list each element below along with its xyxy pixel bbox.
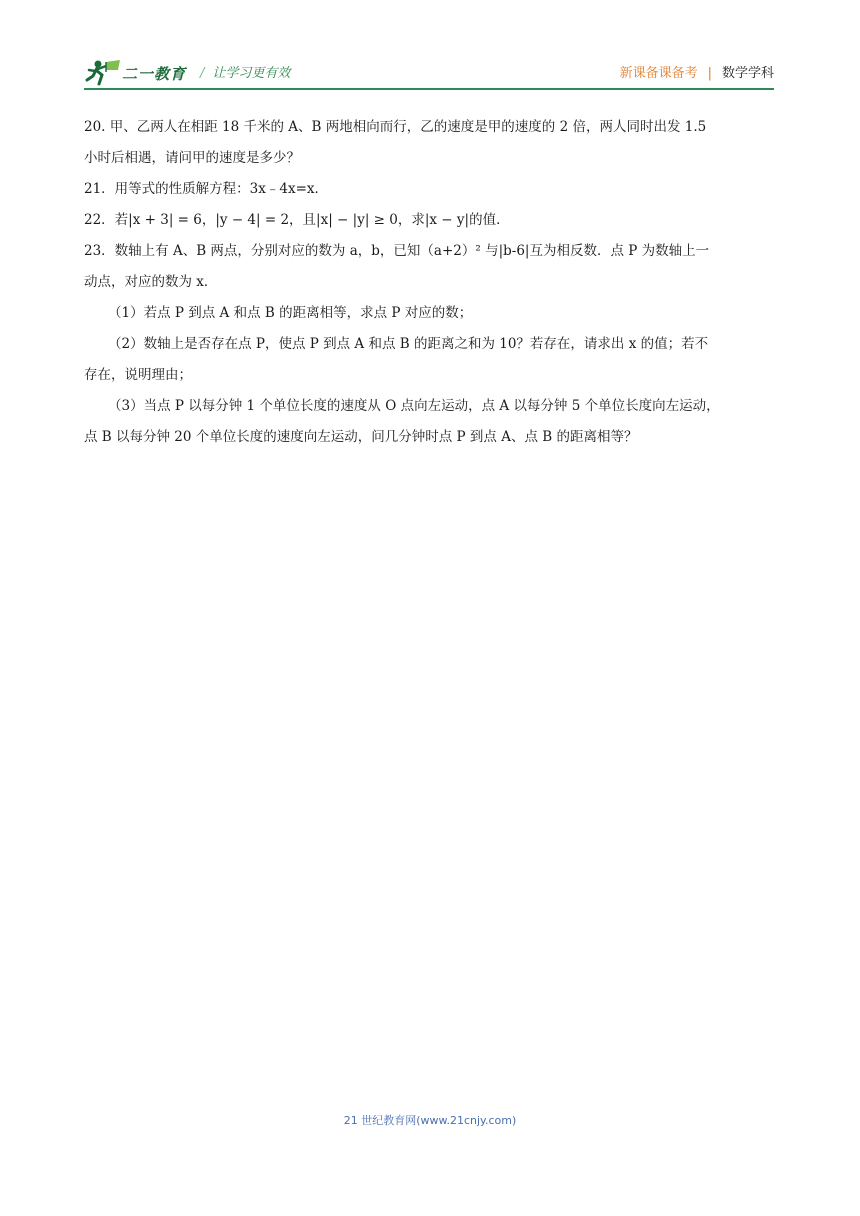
question-21: 21．用等式的性质解方程：3x﹣4x=x． — [84, 181, 329, 197]
slogan-slash: / — [200, 66, 205, 81]
question-23-line-1: 23．数轴上有 A、B 两点，分别对应的数为 a，b，已知（a+2）² 与|b-6|互为相反数．点 P 为数轴上一 — [84, 243, 710, 259]
question-23-part-2-line-2: 存在，说明理由； — [84, 367, 192, 383]
runner-logo-icon — [84, 58, 122, 88]
header-rule — [84, 88, 774, 90]
slogan-text: 让学习更有效 — [212, 66, 291, 81]
question-23-part-3-line-1: （3）当点 P 以每分钟 1 个单位长度的速度从 O 点向左运动，点 A 以每分钟 5 个单位长度向左运动， — [108, 398, 720, 414]
question-23-line-2: 动点，对应的数为 x． — [84, 274, 218, 290]
question-23-part-3-line-2: 点 B 以每分钟 20 个单位长度的速度向左运动，问几分钟时点 P 到点 A、点 B 的距离相等？ — [84, 429, 638, 445]
question-20-line-1: 20. 甲、乙两人在相距 18 千米的 A、B 两地相向而行，乙的速度是甲的速度的 2 倍，两人同时出发 1.5 — [84, 119, 707, 135]
question-content — [84, 112, 776, 453]
header-separator: | — [707, 66, 712, 81]
question-20-line-2: 小时后相遇，请问甲的速度是多少？ — [84, 150, 300, 166]
page-footer: 21 世纪教育网(www.21cnjy.com) — [343, 1114, 517, 1127]
slogan — [200, 62, 290, 81]
header-right — [620, 62, 774, 81]
question-22: 22．若|x + 3| = 6，|y − 4| = 2，且|x| − |y| ≥ 0，求|x − y|的值． — [84, 212, 510, 228]
logo — [84, 58, 194, 88]
logo-text: 二一教育 — [122, 65, 187, 83]
question-23-part-2-line-1: （2）数轴上是否存在点 P，使点 P 到点 A 和点 B 的距离之和为 10？若存在，请求出 x 的值；若不 — [108, 336, 709, 352]
question-23-part-1: （1）若点 P 到点 A 和点 B 的距离相等，求点 P 对应的数； — [108, 305, 473, 321]
subject-label: 数学学科 — [721, 66, 774, 81]
page-header — [84, 58, 774, 90]
course-label: 新课备课备考 — [619, 66, 698, 81]
